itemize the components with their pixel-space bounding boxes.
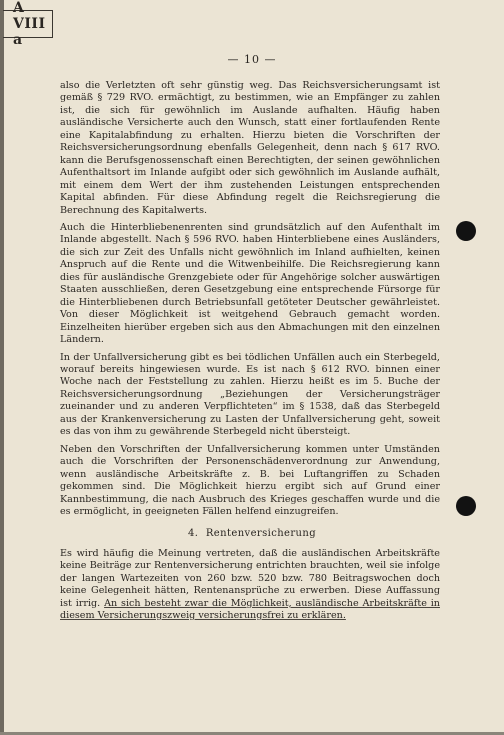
section-title: Rentenversicherung bbox=[205, 528, 317, 540]
paragraph-pension-insurance bbox=[60, 548, 440, 623]
section-heading bbox=[60, 528, 440, 540]
paragraph-pension-text: Es wird häufig die Meinung vertreten, daß die ausländischen Arbeitskräfte keine Beiträge zur Rentenversicherung entrichten brauchten, weil sie infolge der langen Wartezeiten von 260 bzw. 520 bzw. 780 Beitragswochen doch keine Gelegenheit hätten, Rentenansprüche zu erwerben. Diese Auffassung ist irrig. bbox=[60, 547, 440, 609]
paragraph-pension-underlined: An sich besteht zwar die Möglichkeit, ausländische Arbeitskräfte in diesem Versicherungszweig versicherungsfrei zu erklären. bbox=[60, 597, 440, 622]
section-number: 4. bbox=[187, 528, 199, 540]
punch-hole-upper bbox=[456, 221, 476, 241]
paragraph-survivor-pensions: Auch die Hinterbliebenenrenten sind grundsätzlich auf den Aufenthalt im Inlande abgestellt. Nach § 596 RVO. haben Hinterbliebene eines Ausländers, die sich zur Zeit des Unfalls nicht gewöhnlich im Inland aufhielten, keinen Anspruch auf die Rente und die Witwenbeihilfe. Die Reichsregierung kann dies für ausländische Grenzgebiete oder für Angehörige solcher auswärtigen Staaten ausschließen, deren Gesetzgebung eine entsprechende Fürsorge für die Hinterbliebenen durch Betriebsunfall getöteter Deutscher gewährleistet. Von dieser Möglichkeit ist weitgehend Gebrauch gemacht worden. Einzelheiten hierüber ergeben sich aus den Abmachungen mit den einzelnen Ländern. bbox=[60, 221, 440, 346]
document-body bbox=[60, 80, 440, 628]
paragraph-death-benefit: In der Unfallversicherung gibt es bei tödlichen Unfällen auch ein Sterbegeld, worauf bereits hingewiesen wurde. Es ist nach § 612 RVO. binnen einer Woche nach der Feststellung zu zahlen. Hierzu heißt es im 5. Buche der Reichsversicherungsordnung „Beziehungen der Versicherungsträger zueinander und zu anderen Verpflichteten“ im § 1538, daß das Sterbegeld aus der Krankenversicherung zu Lasten der Unfallversicherung geht, soweit es das von ihm zu gewährende Sterbegeld nicht übersteigt. bbox=[60, 351, 440, 438]
page-edge-left bbox=[0, 0, 4, 735]
page-number: — 10 — bbox=[227, 53, 277, 66]
section-tab-label: A VIII a bbox=[3, 10, 53, 38]
paragraph-compensation: also die Verletzten oft sehr günstig weg. Das Reichsversicherungsamt ist gemäß § 729 RVO. ermächtigt, zu bestimmen, wie an Empfänger zu zahlen ist, die sich für gewöhnlich im Auslande aufhalten. Häufig haben ausländische Versicherte auch den Wunsch, statt einer fortlaufenden Rente eine Kapitalabfindung zu erhalten. Hierzu bieten die Vorschriften der Reichsversicherungsordnung ebenfalls Gelegenheit, denn nach § 617 RVO. kann die Berufsgenossenschaft einen Berechtigten, der seinen gewöhnlichen Aufenthaltsort im Inlande aufgibt oder sich gewöhnlich im Auslande aufhält, mit einem dem Wert der ihm zustehenden Leistungen entsprechenden Kapital abfinden. Für diese Abfindung regelt die Reichsregierung die Berechnung des Kapitalwerts. bbox=[60, 80, 440, 216]
punch-hole-lower bbox=[456, 496, 476, 516]
paragraph-personal-damage: Neben den Vorschriften der Unfallversicherung kommen unter Umständen auch die Vorschriften der Personenschädenverordnung zur Anwendung, wenn ausländische Arbeitskräfte z. B. bei Luftangriffen zu Schaden gekommen sind. Die Möglichkeit hierzu ergibt sich auf Grund einer Kannbestimmung, die nach Ausbruch des Krieges geschaffen wurde und die es ermöglicht, in geeigneten Fällen helfend einzugreifen. bbox=[60, 443, 440, 517]
